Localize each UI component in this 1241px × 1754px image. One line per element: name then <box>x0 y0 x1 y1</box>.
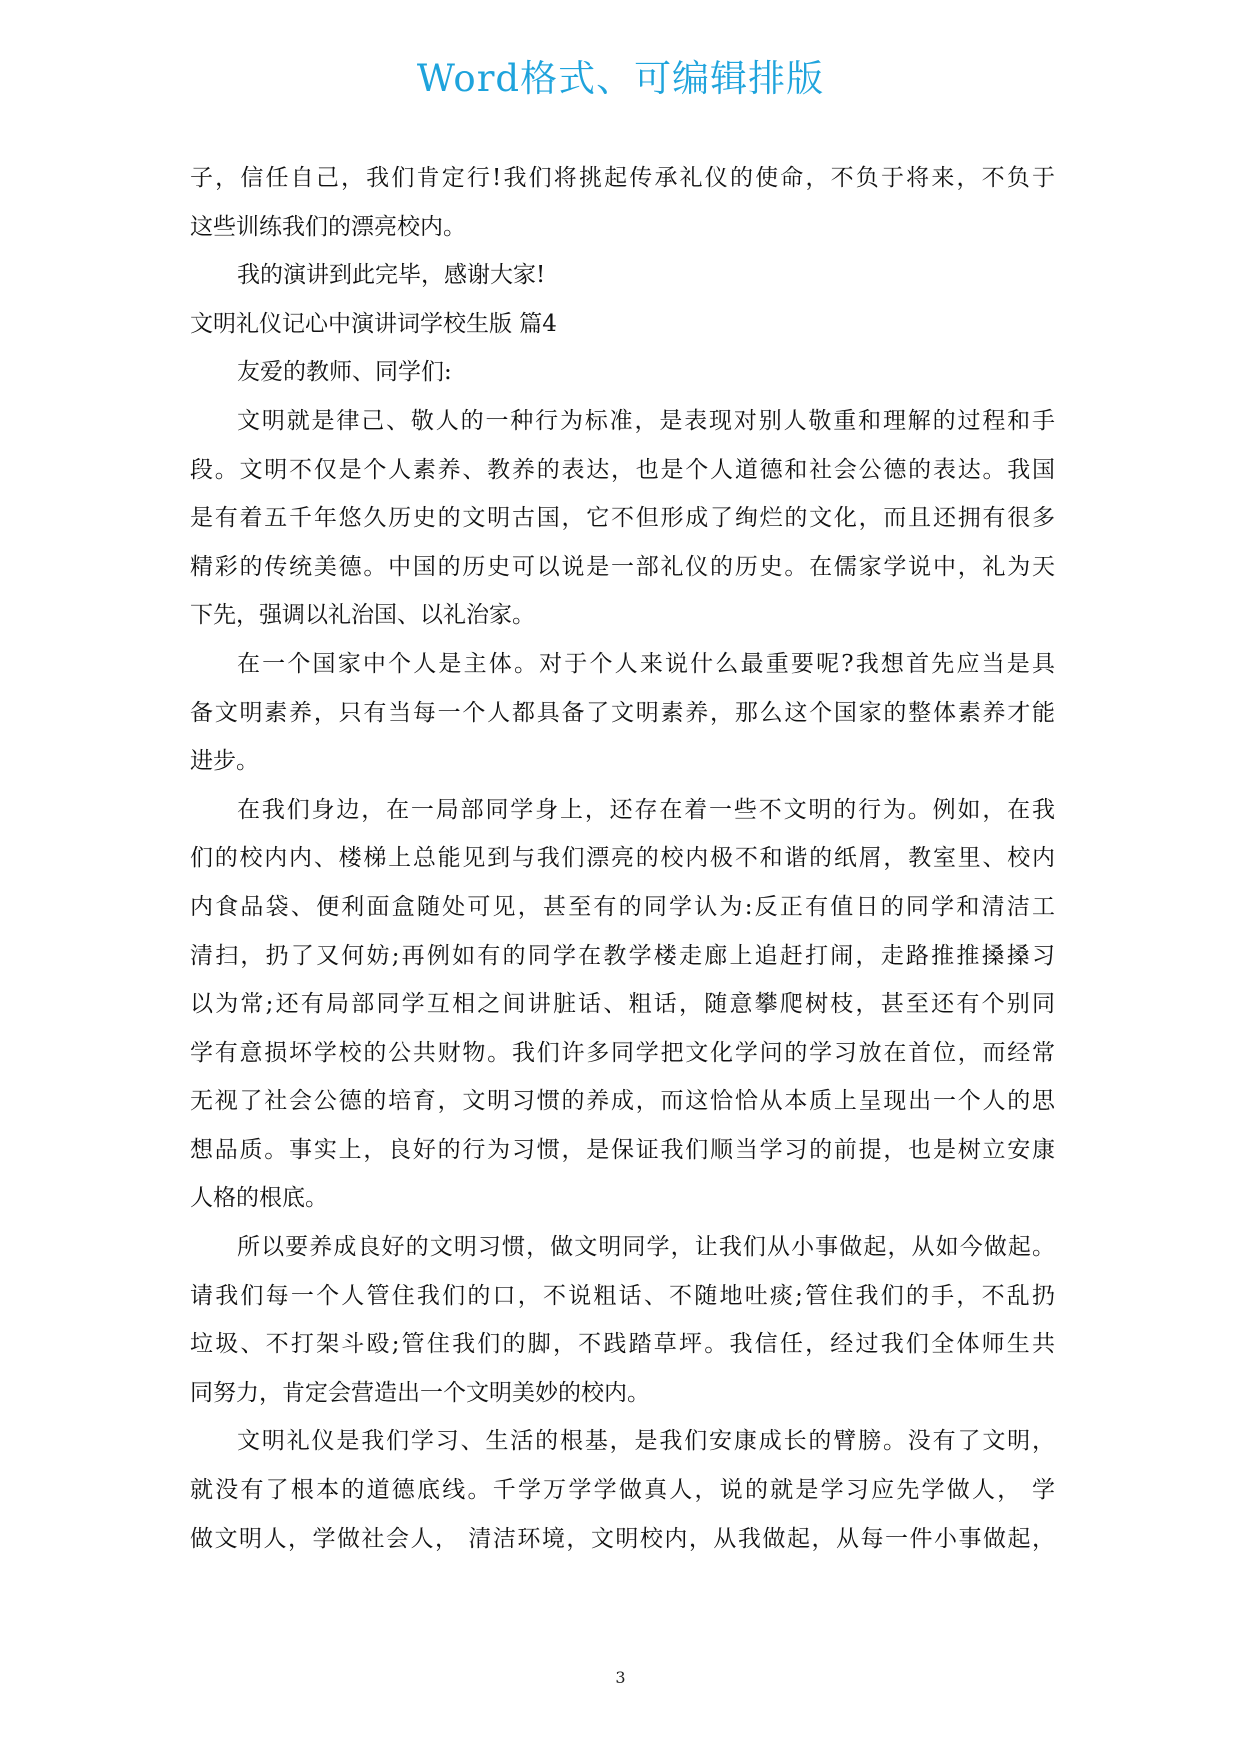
section-heading: 文明礼仪记心中演讲词学校生版 篇4 <box>190 310 557 337</box>
text-line: 在一个国家中个人是主体。对于个人来说什么最重要呢?我想首先应当是具 <box>237 650 1055 677</box>
text-line: 我的演讲到此完毕，感谢大家! <box>237 262 546 289</box>
text-line: 就没有了根本的道德底线。千学万学学做真人，说的就是学习应先学做人， 学 <box>190 1477 1055 1504</box>
text-line: 无视了社会公德的培育，文明习惯的养成，而这恰恰从本质上呈现出一个人的思 <box>190 1088 1055 1115</box>
document-body <box>190 154 1055 1563</box>
text-line: 是有着五千年悠久历史的文明古国，它不但形成了绚烂的文化，而且还拥有很多 <box>190 505 1055 532</box>
text-line: 精彩的传统美德。中国的历史可以说是一部礼仪的历史。在儒家学说中，礼为天 <box>190 553 1055 580</box>
text-line: 学有意损坏学校的公共财物。我们许多同学把文化学问的学习放在首位，而经常 <box>190 1039 1055 1066</box>
text-line: 进步。 <box>190 748 259 775</box>
text-line: 所以要养成良好的文明习惯，做文明同学，让我们从小事做起，从如今做起。 <box>237 1234 1055 1261</box>
text-line: 内食品袋、便利面盒随处可见，甚至有的同学认为:反正有值日的同学和清洁工 <box>190 893 1055 920</box>
text-line: 在我们身边，在一局部同学身上，还存在着一些不文明的行为。例如，在我 <box>237 796 1055 823</box>
text-line: 下先，强调以礼治国、以礼治家。 <box>190 602 535 629</box>
text-line: 想品质。事实上，良好的行为习惯，是保证我们顺当学习的前提，也是树立安康 <box>190 1136 1055 1163</box>
page-number: 3 <box>615 1668 626 1687</box>
text-line: 同努力，肯定会营造出一个文明美妙的校内。 <box>190 1379 650 1406</box>
text-line: 做文明人，学做社会人， 清洁环境，文明校内，从我做起，从每一件小事做起， <box>190 1525 1055 1552</box>
text-line: 段。文明不仅是个人素养、教养的表达，也是个人道德和社会公德的表达。我国 <box>190 456 1055 483</box>
text-line: 文明就是律己、敬人的一种行为标准，是表现对别人敬重和理解的过程和手 <box>237 407 1055 434</box>
text-line: 这些训练我们的漂亮校内。 <box>190 213 466 240</box>
text-line: 以为常;还有局部同学互相之间讲脏话、粗话，随意攀爬树枝，甚至还有个别同 <box>190 991 1055 1018</box>
salutation: 友爱的教师、同学们: <box>237 359 452 386</box>
text-line: 人格的根底。 <box>190 1185 328 1212</box>
document-header-title: Word格式、可编辑排版 <box>416 57 825 100</box>
text-line: 文明礼仪是我们学习、生活的根基，是我们安康成长的臂膀。没有了文明， <box>237 1428 1055 1455</box>
text-line: 请我们每一个人管住我们的口，不说粗话、不随地吐痰;管住我们的手，不乱扔 <box>190 1282 1055 1309</box>
text-line: 垃圾、不打架斗殴;管住我们的脚，不践踏草坪。我信任，经过我们全体师生共 <box>190 1331 1055 1358</box>
text-line: 们的校内内、楼梯上总能见到与我们漂亮的校内极不和谐的纸屑，教室里、校内 <box>190 845 1055 872</box>
text-line: 备文明素养，只有当每一个人都具备了文明素养，那么这个国家的整体素养才能 <box>190 699 1055 726</box>
text-line: 子，信任自己，我们肯定行!我们将挑起传承礼仪的使命，不负于将来，不负于 <box>190 165 1055 191</box>
text-line: 清扫，扔了又何妨;再例如有的同学在教学楼走廊上追赶打闹，走路推推搡搡习 <box>190 942 1055 969</box>
